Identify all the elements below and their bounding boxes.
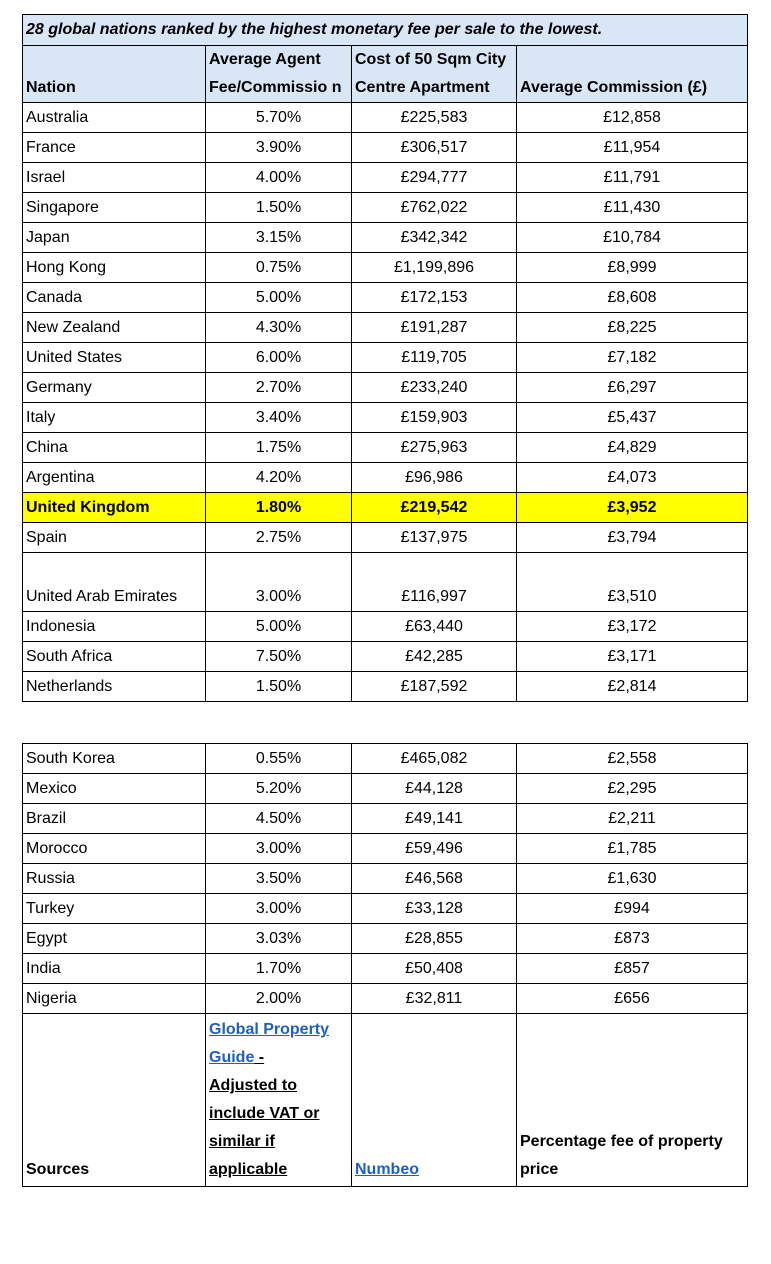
nation-cell: China: [23, 433, 206, 463]
apartment-cost-cell: £225,583: [352, 103, 517, 133]
table-row: [23, 834, 748, 864]
agent-fee-cell: 2.75%: [206, 523, 352, 553]
table-row: [23, 463, 748, 493]
commission-table-part-1: [22, 14, 748, 702]
table-row: [23, 433, 748, 463]
agent-fee-cell: 5.00%: [206, 612, 352, 642]
apartment-cost-cell: £137,975: [352, 523, 517, 553]
table-row: [23, 403, 748, 433]
table-row: [23, 373, 748, 403]
apartment-cost-cell: £33,128: [352, 894, 517, 924]
apartment-cost-cell: £49,141: [352, 804, 517, 834]
agent-fee-cell: 3.00%: [206, 834, 352, 864]
sources-fee-cell: [206, 1014, 352, 1187]
nation-cell: Egypt: [23, 924, 206, 954]
nation-cell: Australia: [23, 103, 206, 133]
table-row: [23, 313, 748, 343]
apartment-cost-cell: £762,022: [352, 193, 517, 223]
agent-fee-cell: 7.50%: [206, 642, 352, 672]
nation-cell: Turkey: [23, 894, 206, 924]
nation-cell: New Zealand: [23, 313, 206, 343]
apartment-cost-cell: £46,568: [352, 864, 517, 894]
nation-cell: Mexico: [23, 774, 206, 804]
sources-fee-note: Adjusted to include VAT or similar if applicable: [209, 1077, 320, 1178]
table-row: [23, 924, 748, 954]
sources-label: Sources: [23, 1014, 206, 1187]
nation-cell: Indonesia: [23, 612, 206, 642]
average-commission-cell: £12,858: [517, 103, 748, 133]
table-row: [23, 283, 748, 313]
nation-cell: South Korea: [23, 744, 206, 774]
average-commission-cell: £1,630: [517, 864, 748, 894]
agent-fee-cell: 1.50%: [206, 672, 352, 702]
nation-cell: Canada: [23, 283, 206, 313]
nation-cell: United States: [23, 343, 206, 373]
agent-fee-cell: 6.00%: [206, 343, 352, 373]
nation-cell: Nigeria: [23, 984, 206, 1014]
table-row: [23, 343, 748, 373]
agent-fee-cell: 3.15%: [206, 223, 352, 253]
nation-cell: Brazil: [23, 804, 206, 834]
apartment-cost-cell: £172,153: [352, 283, 517, 313]
average-commission-cell: £4,829: [517, 433, 748, 463]
average-commission-cell: £656: [517, 984, 748, 1014]
nation-cell: France: [23, 133, 206, 163]
nation-cell: Argentina: [23, 463, 206, 493]
header-agent-fee: Average Agent Fee/Commissio n: [206, 46, 352, 103]
table-row: [23, 642, 748, 672]
average-commission-cell: £994: [517, 894, 748, 924]
apartment-cost-cell: £465,082: [352, 744, 517, 774]
apartment-cost-cell: £342,342: [352, 223, 517, 253]
apartment-cost-cell: £50,408: [352, 954, 517, 984]
average-commission-cell: £4,073: [517, 463, 748, 493]
agent-fee-cell: 0.55%: [206, 744, 352, 774]
table-row: [23, 744, 748, 774]
average-commission-cell: £8,225: [517, 313, 748, 343]
average-commission-cell: £11,954: [517, 133, 748, 163]
header-apartment-cost: Cost of 50 Sqm City Centre Apartment: [352, 46, 517, 103]
table-title: 28 global nations ranked by the highest monetary fee per sale to the lowest.: [23, 15, 748, 46]
agent-fee-cell: 2.00%: [206, 984, 352, 1014]
sources-cost-cell: [352, 1014, 517, 1187]
apartment-cost-cell: £32,811: [352, 984, 517, 1014]
average-commission-cell: £2,814: [517, 672, 748, 702]
average-commission-cell: £11,791: [517, 163, 748, 193]
apartment-cost-cell: £275,963: [352, 433, 517, 463]
average-commission-cell: £873: [517, 924, 748, 954]
table-row: [23, 954, 748, 984]
commission-table-part-2: [22, 743, 748, 1187]
table-row: [23, 223, 748, 253]
nation-cell: Israel: [23, 163, 206, 193]
agent-fee-cell: 3.40%: [206, 403, 352, 433]
header-nation: Nation: [23, 46, 206, 103]
average-commission-cell: £2,558: [517, 744, 748, 774]
average-commission-cell: £2,211: [517, 804, 748, 834]
average-commission-cell: £8,608: [517, 283, 748, 313]
average-commission-cell: £6,297: [517, 373, 748, 403]
apartment-cost-cell: £96,986: [352, 463, 517, 493]
apartment-cost-cell: £187,592: [352, 672, 517, 702]
nation-cell: South Africa: [23, 642, 206, 672]
table-row: [23, 493, 748, 523]
average-commission-cell: £2,295: [517, 774, 748, 804]
numbeo-link[interactable]: Numbeo: [355, 1161, 419, 1178]
table-row: [23, 984, 748, 1014]
apartment-cost-cell: £59,496: [352, 834, 517, 864]
table-row: [23, 163, 748, 193]
apartment-cost-cell: £119,705: [352, 343, 517, 373]
table-row: [23, 894, 748, 924]
nation-cell: Italy: [23, 403, 206, 433]
apartment-cost-cell: £233,240: [352, 373, 517, 403]
table-row: [23, 672, 748, 702]
nation-cell: Singapore: [23, 193, 206, 223]
agent-fee-cell: 4.20%: [206, 463, 352, 493]
apartment-cost-cell: £306,517: [352, 133, 517, 163]
agent-fee-cell: 4.50%: [206, 804, 352, 834]
table-row: [23, 553, 748, 612]
agent-fee-cell: 3.90%: [206, 133, 352, 163]
nation-cell: Spain: [23, 523, 206, 553]
global-property-guide-link[interactable]: Global Property Guide: [209, 1021, 330, 1066]
agent-fee-cell: 3.50%: [206, 864, 352, 894]
nation-cell: Morocco: [23, 834, 206, 864]
table-row: [23, 864, 748, 894]
apartment-cost-cell: £63,440: [352, 612, 517, 642]
table-row: [23, 804, 748, 834]
apartment-cost-cell: £28,855: [352, 924, 517, 954]
average-commission-cell: £7,182: [517, 343, 748, 373]
table-row: [23, 612, 748, 642]
table-row: [23, 193, 748, 223]
nation-cell: Hong Kong: [23, 253, 206, 283]
agent-fee-cell: 1.50%: [206, 193, 352, 223]
average-commission-cell: £3,952: [517, 493, 748, 523]
apartment-cost-cell: £1,199,896: [352, 253, 517, 283]
agent-fee-cell: 5.20%: [206, 774, 352, 804]
agent-fee-cell: 1.80%: [206, 493, 352, 523]
agent-fee-cell: 0.75%: [206, 253, 352, 283]
average-commission-cell: £3,171: [517, 642, 748, 672]
agent-fee-cell: 1.75%: [206, 433, 352, 463]
agent-fee-cell: 3.00%: [206, 894, 352, 924]
average-commission-cell: £10,784: [517, 223, 748, 253]
nation-cell: Germany: [23, 373, 206, 403]
table-row: [23, 523, 748, 553]
table-row: [23, 774, 748, 804]
apartment-cost-cell: £191,287: [352, 313, 517, 343]
apartment-cost-cell: £294,777: [352, 163, 517, 193]
agent-fee-cell: 4.30%: [206, 313, 352, 343]
average-commission-cell: £3,794: [517, 523, 748, 553]
apartment-cost-cell: £42,285: [352, 642, 517, 672]
table-row: [23, 103, 748, 133]
agent-fee-cell: 4.00%: [206, 163, 352, 193]
apartment-cost-cell: £44,128: [352, 774, 517, 804]
nation-cell: India: [23, 954, 206, 984]
agent-fee-cell: 3.00%: [206, 553, 352, 612]
header-average-commission: Average Commission (£): [517, 46, 748, 103]
table-row: [23, 253, 748, 283]
sources-commission-note: Percentage fee of property price: [517, 1014, 748, 1187]
apartment-cost-cell: £116,997: [352, 553, 517, 612]
average-commission-cell: £5,437: [517, 403, 748, 433]
agent-fee-cell: 5.00%: [206, 283, 352, 313]
agent-fee-cell: 2.70%: [206, 373, 352, 403]
average-commission-cell: £857: [517, 954, 748, 984]
sources-fee-dash: -: [254, 1049, 265, 1066]
nation-cell: United Kingdom: [23, 493, 206, 523]
agent-fee-cell: 5.70%: [206, 103, 352, 133]
agent-fee-cell: 1.70%: [206, 954, 352, 984]
average-commission-cell: £11,430: [517, 193, 748, 223]
agent-fee-cell: 3.03%: [206, 924, 352, 954]
nation-cell: United Arab Emirates: [23, 553, 206, 612]
apartment-cost-cell: £219,542: [352, 493, 517, 523]
nation-cell: Japan: [23, 223, 206, 253]
average-commission-cell: £1,785: [517, 834, 748, 864]
average-commission-cell: £3,172: [517, 612, 748, 642]
nation-cell: Netherlands: [23, 672, 206, 702]
table-row: [23, 133, 748, 163]
average-commission-cell: £3,510: [517, 553, 748, 612]
nation-cell: Russia: [23, 864, 206, 894]
apartment-cost-cell: £159,903: [352, 403, 517, 433]
average-commission-cell: £8,999: [517, 253, 748, 283]
